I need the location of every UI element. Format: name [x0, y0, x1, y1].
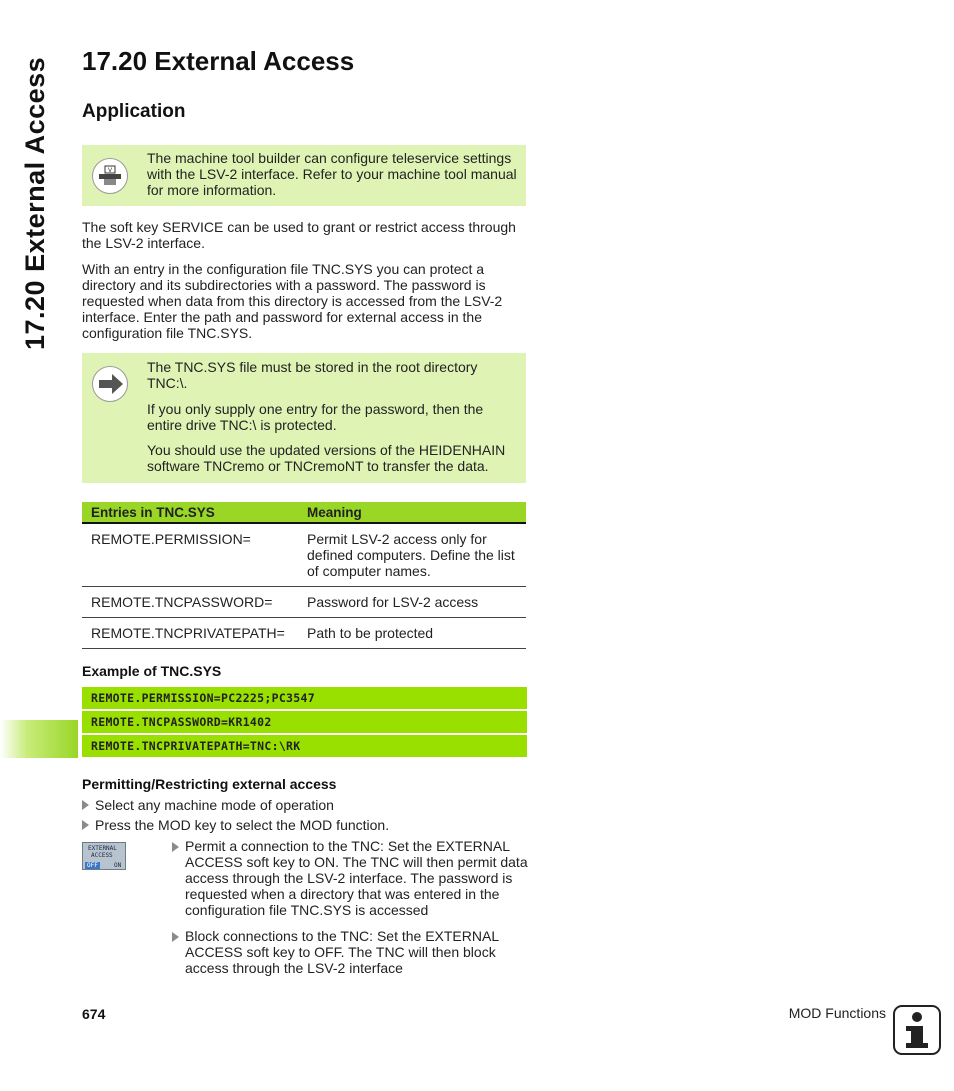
- machine-note-text: The machine tool builder can configure teleservice settings with the LSV-2 interface. Refer to your machine tool manual for more information.: [147, 150, 517, 198]
- softkey-step-item: [172, 838, 528, 918]
- softkey-step-text: Block connections to the TNC: Set the EXTERNAL ACCESS soft key to OFF. The TNC will then block access through the LSV-2 interface: [185, 928, 499, 976]
- table-cell-meaning: Path to be protected: [298, 618, 526, 649]
- step-item: [82, 817, 389, 833]
- example-heading: Example of TNC.SYS: [82, 663, 222, 679]
- side-chapter-title-text: 17.20 External Access: [20, 56, 50, 350]
- step-item: [82, 797, 334, 813]
- info-note-box: [82, 353, 526, 483]
- table-cell-entry: REMOTE.TNCPASSWORD=: [82, 587, 298, 618]
- table-row: [82, 523, 526, 587]
- chapter-tab-marker: [0, 720, 78, 758]
- tnc-sys-table: [82, 502, 526, 649]
- softkey-on-state: ON: [114, 862, 122, 869]
- machine-note-icon: [92, 158, 128, 194]
- softkey-label-line1: EXTERNAL: [88, 845, 117, 852]
- external-access-softkey[interactable]: [82, 842, 126, 870]
- softkey-off-state: OFF: [87, 862, 98, 869]
- softkey-step-item: [172, 928, 528, 976]
- table-row: [82, 618, 526, 649]
- step-arrow-icon: [82, 800, 89, 810]
- table-cell-meaning: Password for LSV-2 access: [298, 587, 526, 618]
- machine-note-box: [82, 145, 526, 206]
- arrow-note-icon: [92, 366, 128, 402]
- info-icon: [893, 1005, 941, 1055]
- paragraph-tnc-sys: With an entry in the configuration file TNC.SYS you can protect a directory and its subdirectories with a password. The password is requested when data from this directory is accessed from the LSV-2 interface. Enter the path and password for external access in the configuration file TNC.SYS.: [82, 261, 503, 341]
- table-header-entries: Entries in TNC.SYS: [82, 502, 298, 523]
- footer-chapter-name: MOD Functions: [788, 1005, 886, 1021]
- table-cell-entry: REMOTE.PERMISSION=: [82, 523, 298, 587]
- permit-heading: Permitting/Restricting external access: [82, 776, 337, 792]
- table-cell-meaning: Permit LSV-2 access only for defined computers. Define the list of computer names.: [298, 523, 526, 587]
- step-arrow-icon: [172, 842, 179, 852]
- info-note-line-1: The TNC.SYS file must be stored in the root directory TNC:\.: [147, 359, 478, 391]
- side-chapter-title: [20, 50, 60, 670]
- step-arrow-icon: [82, 820, 89, 830]
- step-text: Select any machine mode of operation: [95, 797, 334, 813]
- code-line: REMOTE.PERMISSION=PC2225;PC3547: [82, 687, 527, 709]
- paragraph-softkey-service: The soft key SERVICE can be used to grant or restrict access through the LSV-2 interface.: [82, 219, 516, 251]
- table-header-meaning: Meaning: [298, 502, 526, 523]
- info-note-line-2: If you only supply one entry for the password, then the entire drive TNC:\ is protected.: [147, 401, 484, 433]
- table-cell-entry: REMOTE.TNCPRIVATEPATH=: [82, 618, 298, 649]
- code-line: REMOTE.TNCPRIVATEPATH=TNC:\RK: [82, 735, 527, 757]
- code-line: REMOTE.TNCPASSWORD=KR1402: [82, 711, 527, 733]
- softkey-step-text: Permit a connection to the TNC: Set the EXTERNAL ACCESS soft key to ON. The TNC will then permit data access through the LSV-2 interface. The password is requested when a directory that was entered in the configuration file TNC.SYS is accessed: [185, 838, 528, 918]
- page-number: 674: [82, 1006, 106, 1022]
- table-row: [82, 587, 526, 618]
- svg-text:V: V: [108, 167, 113, 174]
- info-note-line-3: You should use the updated versions of the HEIDENHAIN software TNCremo or TNCremoNT to transfer the data.: [147, 442, 506, 474]
- step-text: Press the MOD key to select the MOD function.: [95, 817, 390, 833]
- chapter-heading: 17.20 External Access: [82, 46, 355, 76]
- step-arrow-icon: [172, 932, 179, 942]
- softkey-label-line2: ACCESS: [91, 852, 113, 859]
- section-heading: Application: [82, 101, 186, 122]
- table-header-row: [82, 502, 526, 523]
